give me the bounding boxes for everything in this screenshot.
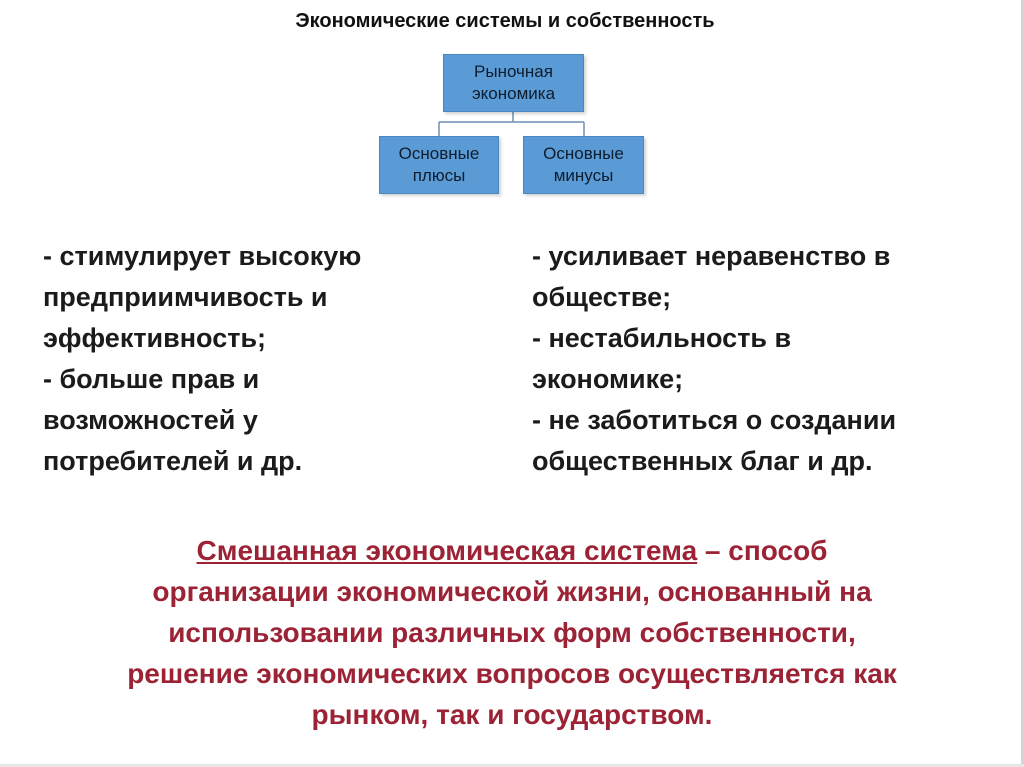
diagram-box-main-minuses: [523, 136, 644, 194]
minuses-list: [532, 236, 896, 482]
definition-term: Смешанная экономическая система: [196, 535, 698, 566]
minuses-line: - усиливает неравенство в: [532, 241, 891, 271]
definition-line: [20, 530, 1004, 571]
definition-rest: – способ: [697, 535, 828, 566]
pluses-line: потребителей и др.: [43, 446, 303, 476]
diagram-box-market-economy-label: Рыночная экономика: [471, 62, 556, 103]
pluses-line: - больше прав и: [43, 364, 260, 394]
definition-line: использовании различных форм собственности,: [168, 617, 856, 648]
definition-line: рынком, так и государством.: [311, 699, 713, 730]
minuses-line: общественных благ и др.: [532, 446, 873, 476]
diagram-box-main-pluses-label: Основные плюсы: [398, 144, 480, 185]
minuses-line: - не заботиться о создании: [532, 405, 897, 435]
minuses-line: экономике;: [532, 364, 684, 394]
diagram-box-main-pluses: [379, 136, 499, 194]
pluses-line: - стимулирует высокую: [43, 241, 362, 271]
pluses-line: предприимчивость и: [43, 282, 328, 312]
definition-line: решение экономических вопросов осуществляется как: [127, 658, 897, 689]
diagram-box-main-minuses-label: Основные минусы: [543, 144, 624, 185]
pluses-line: возможностей у: [43, 405, 258, 435]
mixed-economy-definition: [20, 530, 1004, 735]
pluses-list: [43, 236, 361, 482]
minuses-line: обществе;: [532, 282, 672, 312]
pluses-line: эффективность;: [43, 323, 267, 353]
slide-title: Экономические системы и собственность: [295, 10, 715, 32]
diagram-box-market-economy: [443, 54, 584, 112]
definition-line: организации экономической жизни, основанный на: [152, 576, 872, 607]
minuses-line: - нестабильность в: [532, 323, 792, 353]
